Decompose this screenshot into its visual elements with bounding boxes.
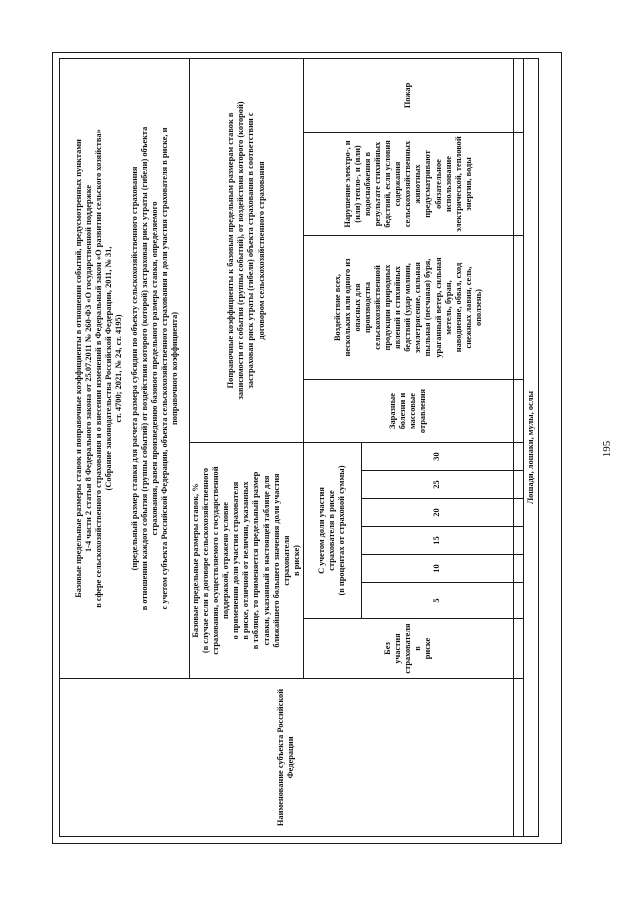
natural-line: явлений и стихийных (393, 266, 403, 349)
coefficients-line: договором сельскохозяйственного страхования (256, 161, 266, 340)
with-participation-line: С учетом доли участия (317, 487, 327, 574)
diseases-line: отравления (418, 388, 428, 434)
natural-line: оползень) (473, 289, 483, 326)
natural-line: производства (363, 281, 372, 334)
main-title-line: 1-4 части 2 статьи 8 Федерального закона от 25.07.2011 № 260-ФЗ «О государственной поддержке (84, 184, 94, 552)
outage-line: Нарушение электро-, и (342, 140, 352, 228)
natural-line: нескольких или одного из (342, 258, 352, 357)
natural-line: сельскохозяйственной (373, 265, 383, 350)
blank-cell (513, 679, 523, 837)
base-rates-line: ставки, указанный в настоящей таблице для (261, 475, 271, 646)
fire-header (303, 58, 513, 132)
outage-line: (или) тепло-, и (или) (352, 145, 362, 223)
blank-cell (513, 555, 523, 583)
section-title-text: Лошади, лошаки, мулы, ослы (525, 390, 535, 504)
base-rates-line: ближайшего большего значения доли участия (271, 473, 281, 648)
base-rates-line: Базовые предельные размеры ставок, % (191, 483, 200, 638)
natural-line: продукции природных (383, 264, 393, 351)
share-30-header: 30 (361, 443, 513, 471)
main-title-line: (Собрание законодательства Российской Федерации, 2011, № 31, (104, 246, 114, 491)
region-column-header (60, 679, 514, 837)
utilities-outage-header (303, 133, 513, 236)
natural-line: ураганный ветер, сильная (433, 257, 443, 358)
with-participation-header (303, 443, 361, 619)
without-participation-header (303, 619, 513, 679)
diseases-line: Заразные (388, 393, 398, 429)
diseases-line: массовые (408, 392, 418, 430)
natural-line: пыльная (песчаная) буря, (423, 258, 433, 357)
outage-line: животных (413, 164, 423, 204)
blank-cell (513, 380, 523, 443)
blank-cell (513, 133, 523, 236)
header-row-title (60, 58, 190, 836)
table-bottom-spacer (538, 58, 572, 836)
with-participation-line: (в процентах от страховой суммы) (337, 465, 347, 596)
outage-line: предусматривают (423, 150, 433, 218)
main-subtitle-line: поправочного коэффициента) (169, 311, 179, 426)
base-rates-line: поддержкой, отражено условие (221, 502, 231, 619)
natural-line: землетрясение, сильная (413, 262, 423, 353)
main-subtitle (130, 62, 180, 675)
coefficients-line: застрахован риск утраты (гибели) объекта страхования в соответствии с (246, 112, 256, 389)
natural-disasters-header (303, 236, 513, 380)
header-row-blank (513, 58, 523, 836)
base-rates-line: в риске) (291, 545, 301, 576)
blank-cell (513, 443, 523, 471)
table-rotated-container (59, 59, 556, 837)
main-subtitle-line: (предельный размер ставки для расчета размера субсидии по объекту сельскохозяйственного страхования (129, 166, 139, 571)
main-title-cell (60, 58, 190, 678)
section-row (523, 58, 538, 836)
outage-line: водоснабжения в (363, 151, 372, 217)
coefficients-line: зависимости от события (группы событий), от воздействия которого (которой) (236, 101, 246, 400)
outage-line: результате стихийных (373, 141, 383, 227)
natural-line: наводнение, обвал, сход (453, 262, 463, 353)
share-25-header: 25 (361, 471, 513, 499)
main-title-line: в сфере сельскохозяйственного страхования и о внесении изменений в Федеральный закон «О развитии сельского хозяйства» (94, 129, 104, 608)
coefficients-line: Поправочные коэффициенты к базовым предельным размерам ставок в (226, 112, 236, 389)
without-participation-line: риске (423, 637, 433, 660)
blank-cell (513, 583, 523, 619)
without-participation-line: Без (383, 642, 393, 655)
natural-line: метель, буран, (443, 280, 453, 335)
main-title-line: Базовые предельные размеры ставок и поправочные коэффициенты в отношении событий, предусмотренных пунктами (74, 139, 84, 598)
natural-line: бедствий (удар молнии, (403, 263, 413, 352)
main-title-line: ст. 4700; 2021, № 24, ст. 4195) (114, 314, 124, 423)
base-rates-header (190, 443, 304, 679)
diseases-line: болезни и (398, 392, 408, 430)
natural-line: опасных для (352, 283, 362, 332)
outage-line: бедствий, если условия (383, 140, 393, 228)
blank-cell (513, 527, 523, 555)
fire-header-text: Пожар (403, 82, 413, 109)
outage-line: сельскохозяйственных (403, 140, 413, 228)
without-participation-line: участия (393, 633, 403, 664)
table-bottom-area (538, 58, 572, 836)
blank-cell (513, 499, 523, 527)
main-subtitle-line: в отношении каждого события (группы событий) от воздействия которого (которой) застрахован риск утраты (гибели) объекта (139, 126, 149, 611)
rotated-page (59, 59, 556, 837)
with-participation-line: страхователя в риске (327, 490, 337, 571)
main-subtitle-line: с учетом субъекта Российской Федерации, объекта сельскохозяйственного страхования и доли участия страхователя в риске, и (159, 127, 169, 610)
base-rates-line: страхования, осуществляемого с государственной (211, 466, 221, 655)
base-rates-line: в риске, отличной от величин, указанных (241, 481, 251, 640)
coefficients-header (190, 58, 304, 442)
blank-cell (513, 58, 523, 132)
base-rates-line: (в случае если в договоре сельскохозяйственного (201, 467, 211, 654)
diseases-header (303, 380, 513, 443)
region-column-header-text: Наименование субъекта Российской Федерации (276, 688, 296, 827)
share-5-header: 5 (361, 583, 513, 619)
blank-cell (513, 236, 523, 380)
outage-line: обязательное (433, 159, 443, 209)
share-20-header: 20 (361, 499, 513, 527)
base-rates-line: страхователя (281, 535, 291, 586)
outage-line: электрической, тепловой (453, 136, 463, 232)
base-rates-line: в таблице, то применяется предельный размер (251, 471, 261, 650)
natural-line: Воздействие всех, (332, 273, 342, 342)
blank-cell (513, 619, 523, 679)
section-title (523, 58, 538, 836)
natural-line: снежных лавин, сель, (463, 266, 473, 349)
main-subtitle-line: страхования, равен произведению базового предельного размера ставки, определяемого (149, 201, 159, 536)
insurance-rate-table (59, 58, 572, 837)
outage-line: использование (443, 156, 453, 212)
share-15-header: 15 (361, 527, 513, 555)
without-participation-line: страхователя в (403, 623, 423, 674)
outage-line: энергии, воды (463, 157, 473, 211)
blank-cell (513, 471, 523, 499)
outage-line: содержания (393, 161, 403, 207)
page-number: 195 (601, 440, 613, 458)
base-rates-line: о применении доли участия страхователя (231, 481, 241, 640)
main-title (74, 62, 124, 675)
share-10-header: 10 (361, 555, 513, 583)
